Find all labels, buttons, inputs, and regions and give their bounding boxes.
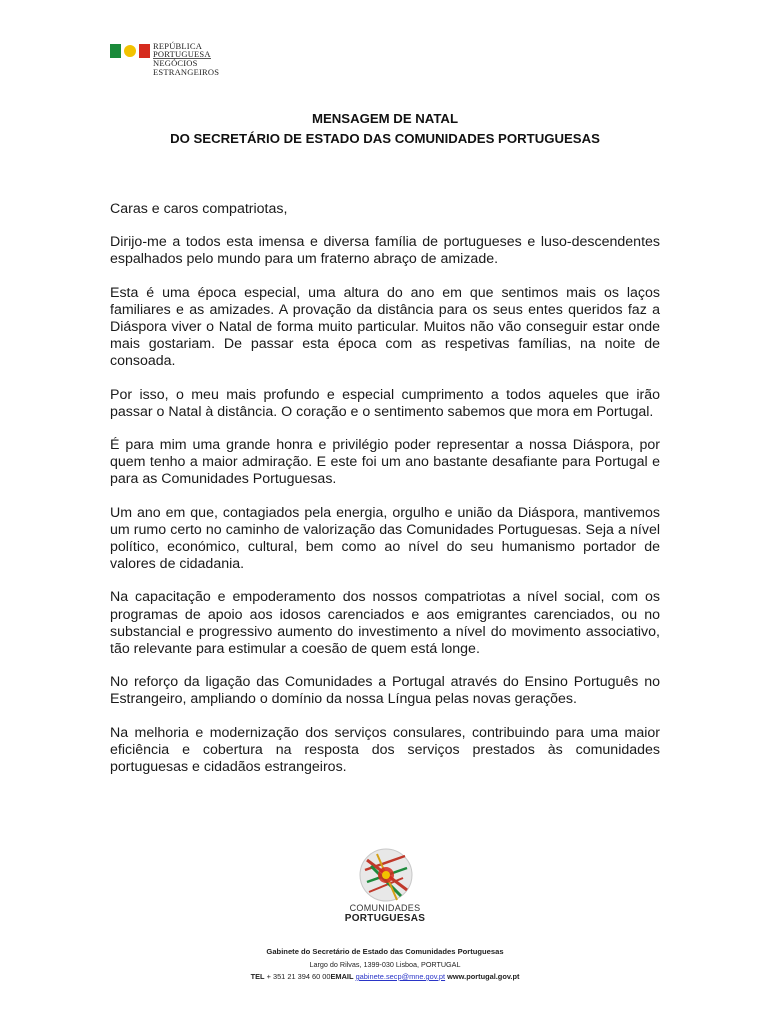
email-link[interactable]: gabinete.secp@mne.gov.pt: [355, 972, 446, 981]
paragraph: Na melhoria e modernização dos serviços consulares, contribuindo para uma maior eficiência e cobertura na resposta dos serviços prestados às comunidades portuguesas e cidadãos estrangeiros.: [110, 724, 660, 776]
logo-line-2: PORTUGUESA: [153, 49, 211, 60]
logo-line-1: REPÚBLICA: [153, 41, 203, 51]
logo-line-3: NEGÓCIOS: [153, 58, 198, 69]
footer-office: Gabinete do Secretário de Estado das Comunidades Portuguesas: [266, 947, 504, 956]
paragraph: No reforço da ligação das Comunidades a Portugal através do Ensino Português no Estrangeiro, ampliando o domínio da nossa Língua pelas novas gerações.: [110, 674, 660, 708]
paragraph: Dirijo-me a todos esta imensa e diversa família de portugueses e luso-descendentes espalhados pelo mundo para um fraterno abraço de amizade.: [110, 234, 660, 268]
paragraph: Um ano em que, contagiados pela energia, orgulho e união da Diáspora, mantivemos um rumo certo no caminho de valorização das Comunidades Portuguesas. Seja a nível político, económico, cultural, bem como ao nível do seu humanismo portador de valores de cidadania.: [110, 504, 660, 573]
comunidades-portuguesas-emblem-icon: [357, 846, 415, 904]
paragraph: Por isso, o meu mais profundo e especial cumprimento a todos aqueles que irão passar o Natal à distância. O coração e o sentimento sabemos que mora em Portugal.: [110, 386, 660, 420]
flag-green-bar: [110, 44, 121, 58]
paragraph: Na capacitação e empoderamento dos nossos compatriotas a nível social, com os programas de apoio aos idosos carenciados e aos emigrantes carenciados, ou no substancial e progressivo aumento do investimento a nível do movimento associativo, tão relevante para estimular a coesão de quem está longe.: [110, 589, 660, 658]
paragraph: É para mim uma grande honra e privilégio poder representar a nossa Diáspora, por quem tenho a maior admiração. E este foi um ano bastante desafiante para Portugal e para as Comunidades Portuguesas.: [110, 437, 660, 488]
logo-line-4: ESTRANGEIROS: [153, 66, 220, 77]
email-label: EMAIL: [330, 972, 354, 981]
tel-label: TEL: [250, 972, 265, 981]
paragraph-greeting: Caras e caros compatriotas,: [110, 201, 288, 217]
footer-address: Largo do Rilvas, 1399-030 Lisboa, PORTUGAL: [309, 960, 461, 969]
tel-value: + 351 21 394 60 00: [264, 972, 331, 981]
footer-contacts: [0, 972, 770, 981]
title-line-1: MENSAGEM DE NATAL: [311, 111, 459, 126]
website-link[interactable]: www.portugal.gov.pt: [447, 972, 520, 981]
flag-red-bar: [139, 44, 150, 58]
logo-text: [153, 42, 219, 76]
paragraph: Esta é uma época especial, uma altura do ano em que sentimos mais os laços familiares e as amizades. A provação da distância para os seus entes queridos faz a Diáspora viver o Natal de forma muito particular. Muitos não vão conseguir estar onde mais gostariam. De passar esta época com as respetivas famílias, na noite de consoada.: [110, 284, 660, 370]
flag-yellow-sphere: [124, 45, 136, 57]
message-body: [110, 201, 660, 792]
comunidades-logo-line-1: COMUNIDADES: [349, 903, 421, 913]
comunidades-logo-line-2: PORTUGUESAS: [344, 913, 426, 924]
document-title: [0, 109, 770, 149]
title-line-2: DO SECRETÁRIO DE ESTADO DAS COMUNIDADES PORTUGUESAS: [170, 131, 600, 146]
